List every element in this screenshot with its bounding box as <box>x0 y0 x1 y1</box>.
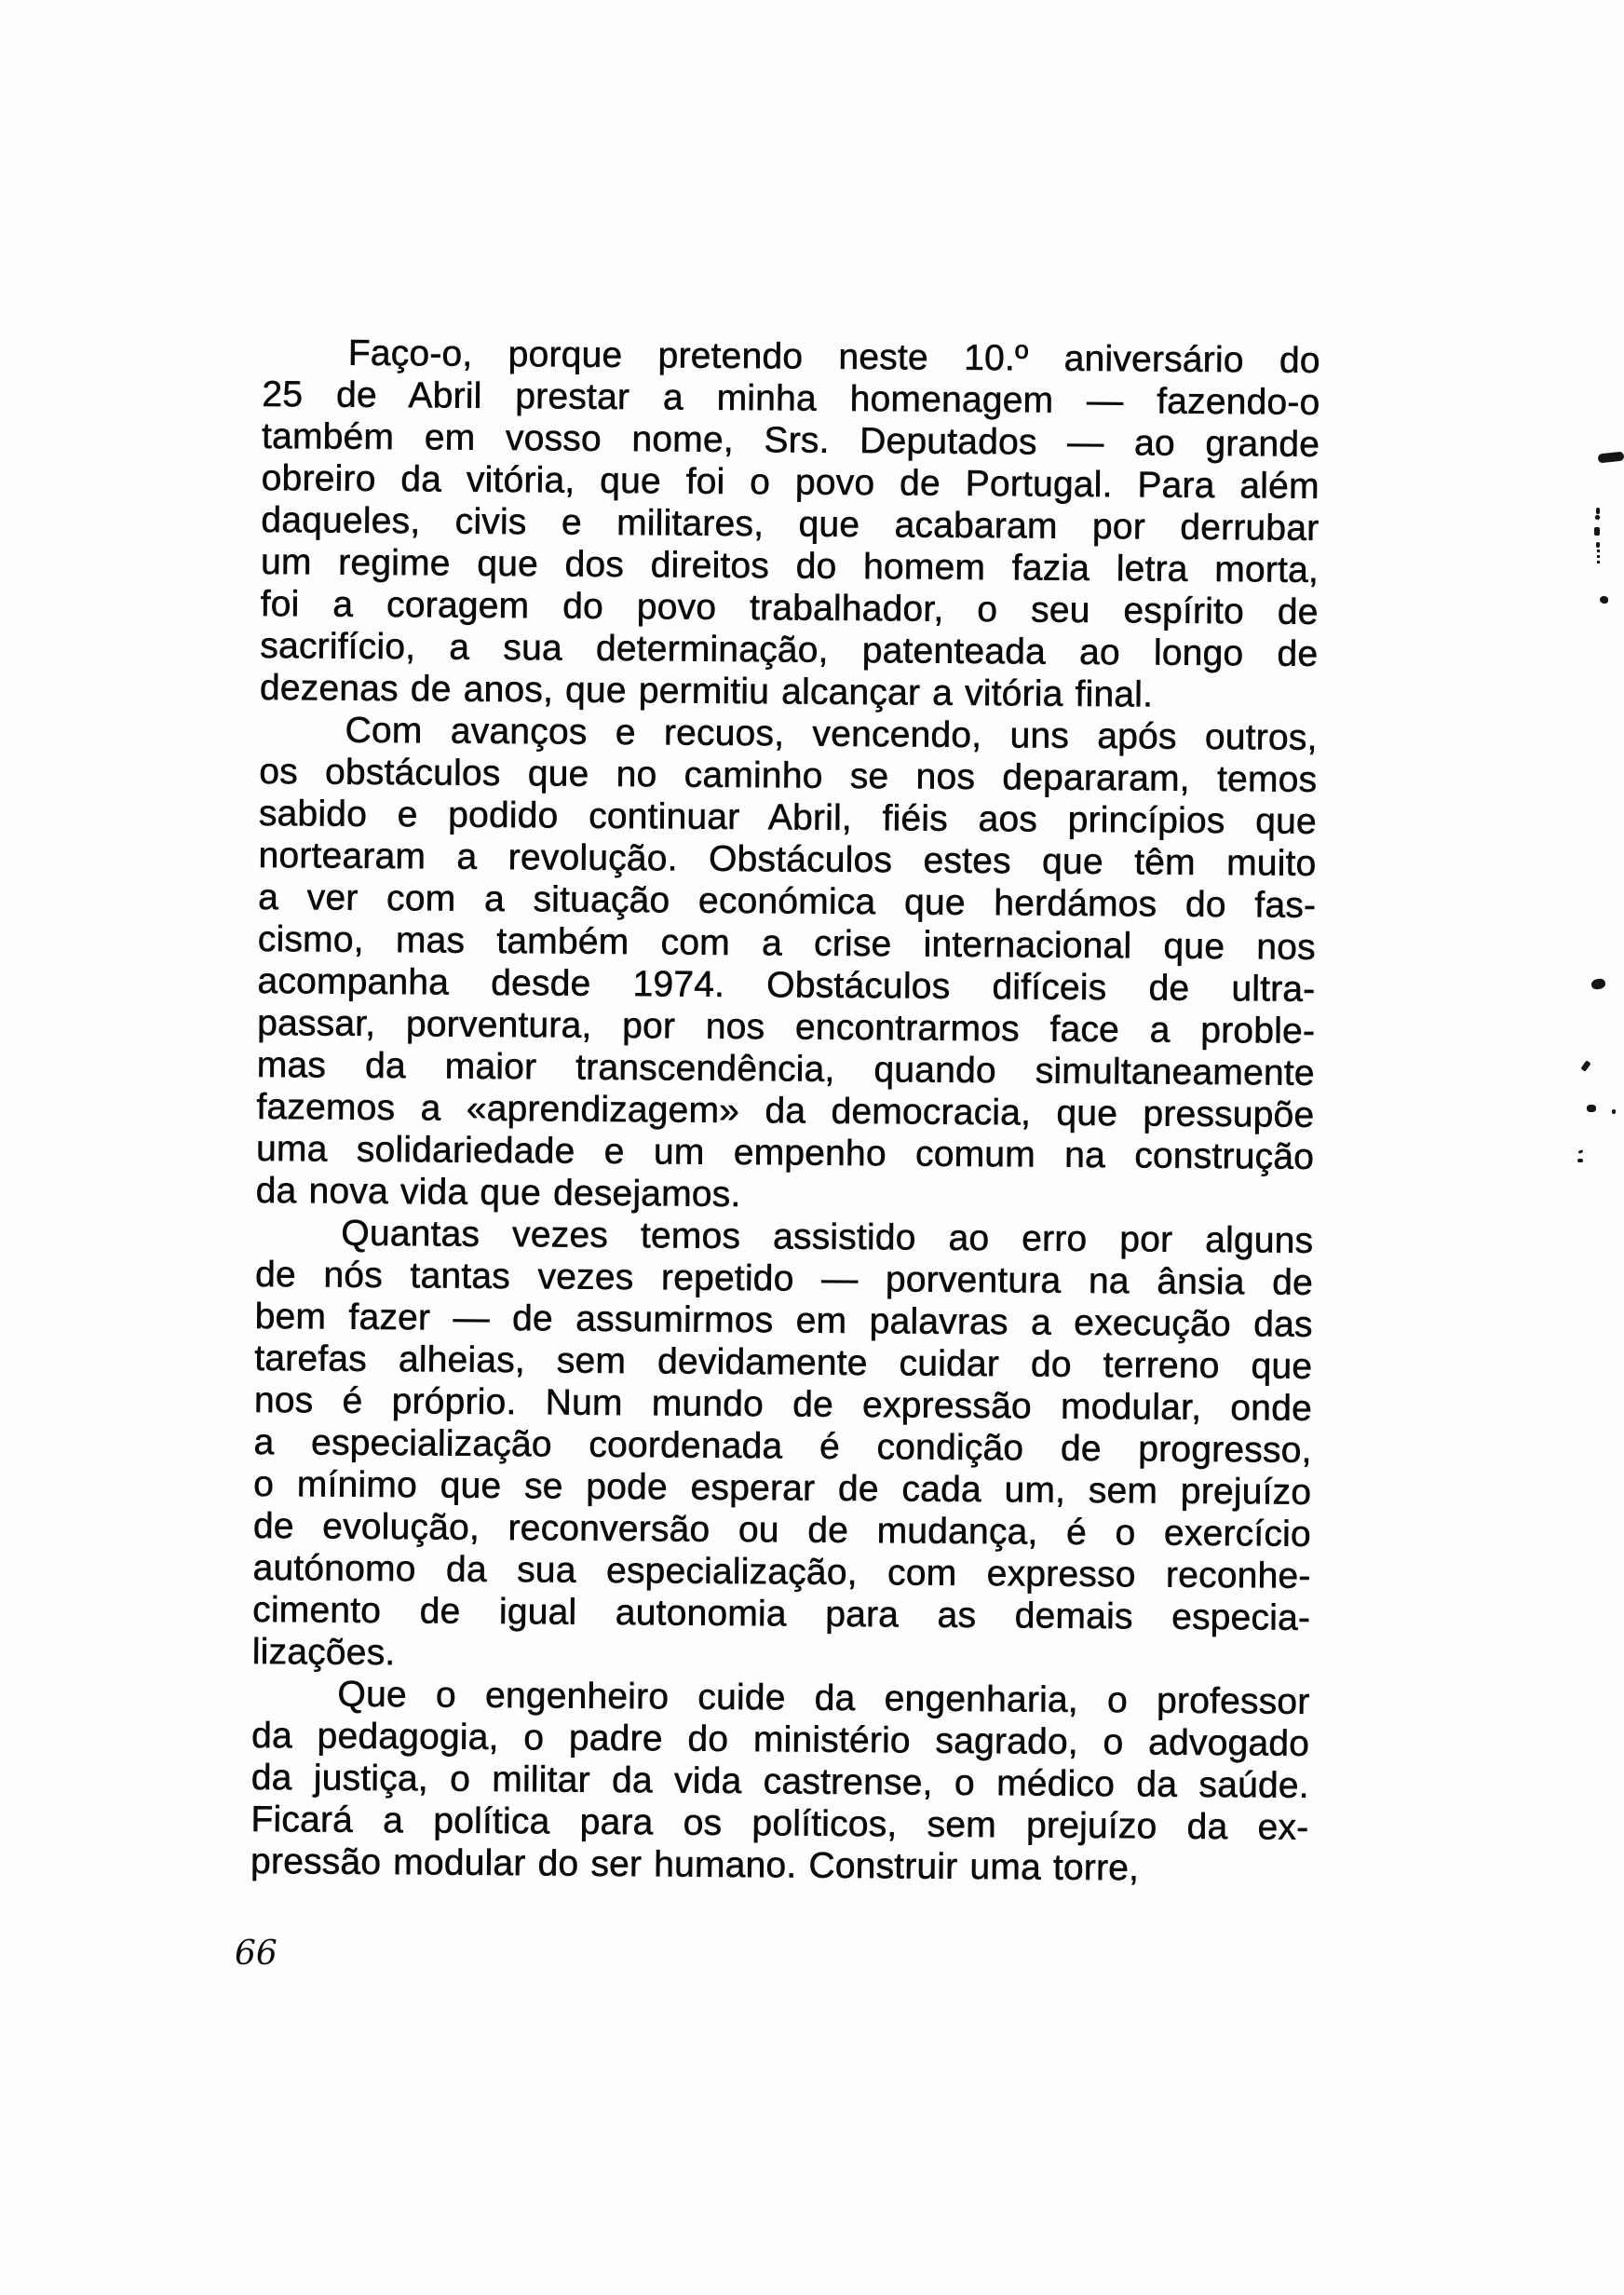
text-line: da pedagogia, o padre do ministério sagrado, o advogado <box>250 1715 1310 1764</box>
text-line: acompanha desde 1974. Obstáculos difíceis de ultra- <box>257 960 1316 1010</box>
text-line: da justiça, o militar da vida castrense, o médico da saúde. <box>250 1757 1309 1806</box>
text-line: também em vosso nome, Srs. Deputados — ao grande <box>261 415 1320 465</box>
text-line: nortearam a revolução. Obstáculos estes que têm muito <box>258 835 1317 884</box>
text-line: sabido e podido continuar Abril, fiéis aos princípios que <box>258 793 1318 842</box>
scan-artifact <box>1590 978 1606 991</box>
scan-artifact <box>1594 527 1600 536</box>
text-line: Ficará a política para os políticos, sem prejuízo da ex- <box>250 1799 1309 1848</box>
text-line: lizações. <box>251 1631 396 1674</box>
text-line: um regime que dos direitos do homem fazia letra morta, <box>260 541 1320 591</box>
scan-artifact <box>1596 542 1600 548</box>
scan-artifact <box>1600 596 1608 604</box>
text-line: cismo, mas também com a crise internacional que nos <box>257 918 1317 968</box>
paragraph <box>250 1673 1310 1891</box>
text-line: 25 de Abril prestar a minha homenagem — fazendo-o <box>262 373 1320 423</box>
scan-artifact <box>1598 452 1624 464</box>
text-line: a especialização coordenada é condição de progresso, <box>253 1421 1312 1471</box>
text-line: dezenas de anos, que permitiu alcançar a vitória final. <box>259 667 1154 715</box>
scan-artifact <box>1596 508 1600 514</box>
text-line: os obstáculos que no caminho se nos depararam, temos <box>259 751 1318 800</box>
text-line: mas da maior transcendência, quando simultaneamente <box>256 1044 1315 1093</box>
paragraph <box>260 332 1320 717</box>
text-line: tarefas alheias, sem devidamente cuidar do terreno que <box>254 1338 1313 1387</box>
text-line: cimento de igual autonomia para as demais especia- <box>252 1589 1311 1638</box>
scan-artifact <box>1577 1159 1583 1162</box>
text-line: uma solidariedade e um empenho comum na construção <box>255 1128 1315 1177</box>
text-line: a ver com a situação económica que herdámos do fas- <box>258 876 1317 926</box>
text-line: nos é próprio. Num mundo de expressão modular, onde <box>253 1379 1313 1429</box>
text-line: Faço-o, porque pretendo neste 10.º aniversário do <box>347 333 1320 381</box>
text-block <box>250 332 1320 1891</box>
text-line: Que o engenheiro cuide da engenharia, o professor <box>337 1674 1310 1722</box>
text-line: da nova vida que desejamos. <box>255 1170 741 1215</box>
paragraph <box>252 1212 1314 1681</box>
text-line: fazemos a «aprendizagem» da democracia, que pressupõe <box>256 1086 1315 1135</box>
text-line: Com avanços e recuos, vencendo, uns após outros, <box>345 710 1318 758</box>
text-line: foi a coragem do povo trabalhador, o seu espírito de <box>260 583 1319 632</box>
paragraph <box>256 709 1318 1220</box>
text-line: bem fazer — de assumirmos em palavras a execução das <box>254 1296 1313 1345</box>
text-line: daqueles, civis e militares, que acabaram por derrubar <box>261 499 1320 549</box>
text-line: de evolução, reconversão ou de mudança, é o exercício <box>252 1505 1312 1555</box>
scan-artifact <box>1612 1109 1616 1114</box>
text-line: de nós tantas vezes repetido — porventura na ânsia de <box>254 1254 1314 1303</box>
scan-artifact <box>1587 1105 1596 1112</box>
scan-artifact <box>1578 1149 1584 1154</box>
scan-artifact <box>1580 1060 1590 1071</box>
text-line: autónomo da sua especialização, com expresso reconhe- <box>252 1547 1311 1596</box>
scan-artifact <box>1594 514 1601 521</box>
page-number: 66 <box>235 1935 277 1973</box>
text-line: pressão modular do ser humano. Construir uma torre, <box>250 1840 1140 1889</box>
text-line: passar, porventura, por nos encontrarmos face a proble- <box>256 1002 1316 1052</box>
text-line: Quantas vezes temos assistido ao erro por alguns <box>341 1213 1314 1261</box>
text-line: sacrifício, a sua determinação, patenteada ao longo de <box>260 625 1319 674</box>
scan-artifact <box>1597 550 1600 564</box>
text-line: o mínimo que se pode esperar de cada um, sem prejuízo <box>253 1463 1312 1513</box>
text-line: obreiro da vitória, que foi o povo de Portugal. Para além <box>261 457 1320 507</box>
